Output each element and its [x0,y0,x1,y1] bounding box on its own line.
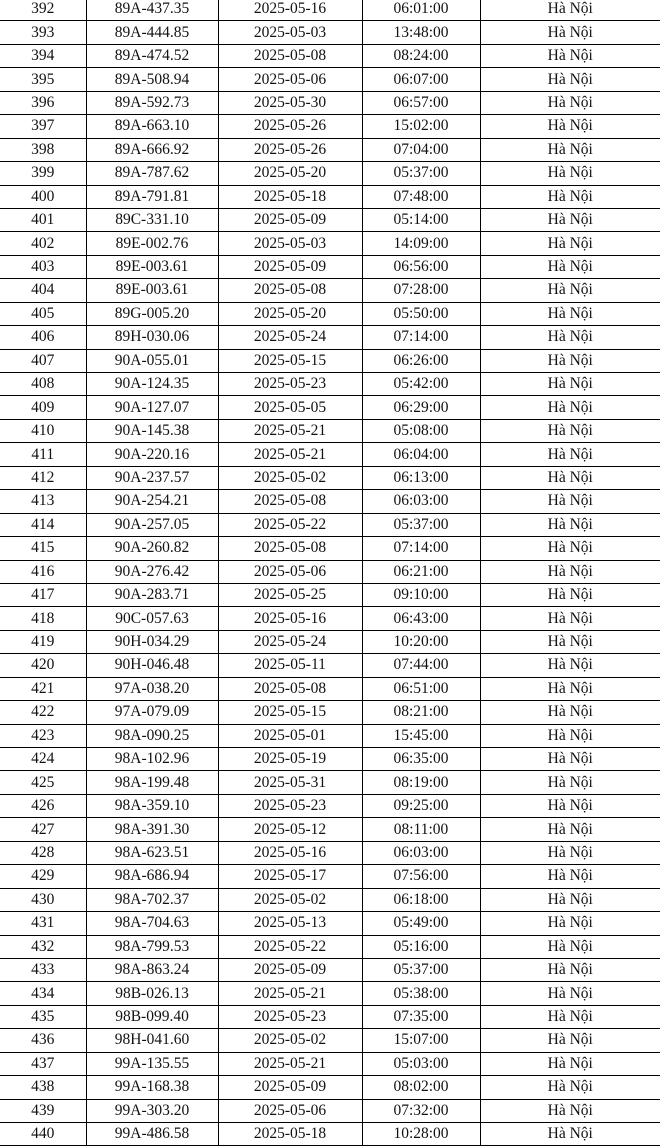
license-plate-cell: 98A-359.10 [86,794,218,817]
location-cell: Hà Nội [480,490,660,513]
table-row [0,68,660,91]
row-number-cell: 438 [0,1076,86,1099]
location-cell: Hà Nội [480,982,660,1005]
time-cell: 06:03:00 [362,490,480,513]
location-cell: Hà Nội [480,607,660,630]
date-cell: 2025-05-18 [218,185,362,208]
license-plate-cell: 89A-474.52 [86,44,218,67]
location-cell: Hà Nội [480,21,660,44]
row-number-cell: 430 [0,888,86,911]
table-row [0,326,660,349]
license-plate-cell: 98A-391.30 [86,818,218,841]
license-plate-cell: 97A-038.20 [86,677,218,700]
row-number-cell: 435 [0,1005,86,1028]
date-cell: 2025-05-20 [218,302,362,325]
table-row [0,1123,660,1146]
date-cell: 2025-05-25 [218,583,362,606]
table-row [0,490,660,513]
row-number-cell: 397 [0,115,86,138]
row-number-cell: 425 [0,771,86,794]
license-plate-cell: 90A-124.35 [86,373,218,396]
location-cell: Hà Nội [480,326,660,349]
time-cell: 09:10:00 [362,583,480,606]
license-plate-cell: 98A-686.94 [86,865,218,888]
license-plate-cell: 98A-623.51 [86,841,218,864]
time-cell: 15:45:00 [362,724,480,747]
date-cell: 2025-05-22 [218,513,362,536]
row-number-cell: 409 [0,396,86,419]
row-number-cell: 439 [0,1099,86,1122]
license-plate-cell: 97A-079.09 [86,701,218,724]
row-number-cell: 436 [0,1029,86,1052]
time-cell: 06:18:00 [362,888,480,911]
row-number-cell: 398 [0,138,86,161]
time-cell: 06:04:00 [362,443,480,466]
table-row [0,232,660,255]
row-number-cell: 414 [0,513,86,536]
table-row [0,373,660,396]
license-plate-cell: 90C-057.63 [86,607,218,630]
license-plate-cell: 90A-220.16 [86,443,218,466]
date-cell: 2025-05-21 [218,443,362,466]
date-cell: 2025-05-21 [218,982,362,1005]
table-row [0,583,660,606]
row-number-cell: 404 [0,279,86,302]
location-cell: Hà Nội [480,115,660,138]
date-cell: 2025-05-16 [218,607,362,630]
date-cell: 2025-05-09 [218,1076,362,1099]
location-cell: Hà Nội [480,68,660,91]
time-cell: 05:50:00 [362,302,480,325]
location-cell: Hà Nội [480,1076,660,1099]
date-cell: 2025-05-17 [218,865,362,888]
date-cell: 2025-05-19 [218,748,362,771]
time-cell: 08:02:00 [362,1076,480,1099]
date-cell: 2025-05-09 [218,255,362,278]
time-cell: 05:03:00 [362,1052,480,1075]
row-number-cell: 433 [0,958,86,981]
table-row [0,443,660,466]
table-row [0,138,660,161]
license-plate-cell: 89A-508.94 [86,68,218,91]
row-number-cell: 400 [0,185,86,208]
license-plate-cell: 90H-046.48 [86,654,218,677]
license-plate-cell: 98A-199.48 [86,771,218,794]
table-row [0,208,660,231]
time-cell: 05:42:00 [362,373,480,396]
license-plate-cell: 98B-099.40 [86,1005,218,1028]
row-number-cell: 413 [0,490,86,513]
table-row [0,607,660,630]
row-number-cell: 401 [0,208,86,231]
location-cell: Hà Nội [480,958,660,981]
time-cell: 06:03:00 [362,841,480,864]
row-number-cell: 426 [0,794,86,817]
date-cell: 2025-05-13 [218,912,362,935]
table-row [0,162,660,185]
time-cell: 10:20:00 [362,630,480,653]
location-cell: Hà Nội [480,396,660,419]
table-row [0,0,660,21]
date-cell: 2025-05-30 [218,91,362,114]
table-row [0,91,660,114]
location-cell: Hà Nội [480,208,660,231]
license-plate-cell: 89E-003.61 [86,279,218,302]
license-plate-cell: 90A-276.42 [86,560,218,583]
location-cell: Hà Nội [480,865,660,888]
row-number-cell: 411 [0,443,86,466]
table-row [0,21,660,44]
date-cell: 2025-05-12 [218,818,362,841]
row-number-cell: 406 [0,326,86,349]
location-cell: Hà Nội [480,419,660,442]
date-cell: 2025-05-08 [218,537,362,560]
date-cell: 2025-05-02 [218,466,362,489]
location-cell: Hà Nội [480,630,660,653]
table-row [0,419,660,442]
location-cell: Hà Nội [480,91,660,114]
table-row [0,982,660,1005]
license-plate-cell: 89H-030.06 [86,326,218,349]
date-cell: 2025-05-03 [218,232,362,255]
date-cell: 2025-05-16 [218,0,362,21]
date-cell: 2025-05-26 [218,138,362,161]
table-row [0,279,660,302]
license-plate-cell: 90A-254.21 [86,490,218,513]
row-number-cell: 418 [0,607,86,630]
time-cell: 08:24:00 [362,44,480,67]
row-number-cell: 394 [0,44,86,67]
row-number-cell: 437 [0,1052,86,1075]
table-row [0,654,660,677]
time-cell: 06:57:00 [362,91,480,114]
time-cell: 07:44:00 [362,654,480,677]
date-cell: 2025-05-02 [218,1029,362,1052]
row-number-cell: 424 [0,748,86,771]
license-plate-cell: 90H-034.29 [86,630,218,653]
time-cell: 05:49:00 [362,912,480,935]
time-cell: 05:37:00 [362,958,480,981]
table-row [0,466,660,489]
row-number-cell: 399 [0,162,86,185]
row-number-cell: 416 [0,560,86,583]
license-plate-cell: 89G-005.20 [86,302,218,325]
license-plate-cell: 98A-863.24 [86,958,218,981]
table-row [0,888,660,911]
time-cell: 05:14:00 [362,208,480,231]
row-number-cell: 421 [0,677,86,700]
date-cell: 2025-05-09 [218,208,362,231]
time-cell: 13:48:00 [362,21,480,44]
location-cell: Hà Nội [480,1005,660,1028]
row-number-cell: 432 [0,935,86,958]
table-row [0,537,660,560]
license-plate-cell: 89A-663.10 [86,115,218,138]
license-plate-cell: 99A-135.55 [86,1052,218,1075]
date-cell: 2025-05-21 [218,419,362,442]
time-cell: 06:56:00 [362,255,480,278]
table-row [0,255,660,278]
date-cell: 2025-05-18 [218,1123,362,1146]
license-plate-cell: 89A-437.35 [86,0,218,21]
time-cell: 09:25:00 [362,794,480,817]
location-cell: Hà Nội [480,349,660,372]
date-cell: 2025-05-22 [218,935,362,958]
location-cell: Hà Nội [480,771,660,794]
date-cell: 2025-05-24 [218,326,362,349]
location-cell: Hà Nội [480,654,660,677]
row-number-cell: 393 [0,21,86,44]
row-number-cell: 407 [0,349,86,372]
date-cell: 2025-05-31 [218,771,362,794]
row-number-cell: 429 [0,865,86,888]
row-number-cell: 402 [0,232,86,255]
location-cell: Hà Nội [480,818,660,841]
time-cell: 06:01:00 [362,0,480,21]
table-row [0,724,660,747]
date-cell: 2025-05-23 [218,373,362,396]
time-cell: 08:19:00 [362,771,480,794]
date-cell: 2025-05-06 [218,68,362,91]
location-cell: Hà Nội [480,888,660,911]
table-row [0,912,660,935]
row-number-cell: 427 [0,818,86,841]
time-cell: 05:37:00 [362,513,480,536]
row-number-cell: 410 [0,419,86,442]
time-cell: 07:28:00 [362,279,480,302]
table-row [0,958,660,981]
row-number-cell: 420 [0,654,86,677]
location-cell: Hà Nội [480,677,660,700]
license-plate-cell: 90A-283.71 [86,583,218,606]
time-cell: 06:26:00 [362,349,480,372]
table-row [0,115,660,138]
table-row [0,396,660,419]
license-plate-cell: 98A-702.37 [86,888,218,911]
table-row [0,818,660,841]
table-row [0,185,660,208]
time-cell: 07:32:00 [362,1099,480,1122]
table-row [0,841,660,864]
time-cell: 10:28:00 [362,1123,480,1146]
location-cell: Hà Nội [480,935,660,958]
time-cell: 05:38:00 [362,982,480,1005]
row-number-cell: 431 [0,912,86,935]
license-plate-cell: 98A-799.53 [86,935,218,958]
table-row [0,1099,660,1122]
table-row [0,748,660,771]
date-cell: 2025-05-21 [218,1052,362,1075]
license-plate-cell: 98H-041.60 [86,1029,218,1052]
location-cell: Hà Nội [480,748,660,771]
row-number-cell: 423 [0,724,86,747]
license-plate-cell: 99A-486.58 [86,1123,218,1146]
time-cell: 06:21:00 [362,560,480,583]
time-cell: 07:14:00 [362,326,480,349]
date-cell: 2025-05-26 [218,115,362,138]
table-row [0,349,660,372]
time-cell: 08:11:00 [362,818,480,841]
table-row [0,794,660,817]
time-cell: 07:04:00 [362,138,480,161]
time-cell: 06:07:00 [362,68,480,91]
license-plate-cell: 90A-257.05 [86,513,218,536]
license-plate-cell: 98A-704.63 [86,912,218,935]
row-number-cell: 422 [0,701,86,724]
date-cell: 2025-05-03 [218,21,362,44]
table-row [0,1076,660,1099]
table-row [0,865,660,888]
date-cell: 2025-05-08 [218,677,362,700]
date-cell: 2025-05-15 [218,701,362,724]
license-plate-cell: 89A-592.73 [86,91,218,114]
time-cell: 06:29:00 [362,396,480,419]
location-cell: Hà Nội [480,912,660,935]
location-cell: Hà Nội [480,1099,660,1122]
table-row [0,560,660,583]
license-plate-cell: 89A-787.62 [86,162,218,185]
license-plate-cell: 89E-002.76 [86,232,218,255]
table-row [0,1052,660,1075]
table-row [0,630,660,653]
date-cell: 2025-05-01 [218,724,362,747]
date-cell: 2025-05-23 [218,1005,362,1028]
license-plate-cell: 90A-145.38 [86,419,218,442]
row-number-cell: 415 [0,537,86,560]
table-row [0,935,660,958]
time-cell: 05:16:00 [362,935,480,958]
license-plate-cell: 89C-331.10 [86,208,218,231]
location-cell: Hà Nội [480,302,660,325]
location-cell: Hà Nội [480,537,660,560]
row-number-cell: 395 [0,68,86,91]
table-row [0,1005,660,1028]
table-row [0,302,660,325]
date-cell: 2025-05-16 [218,841,362,864]
date-cell: 2025-05-15 [218,349,362,372]
time-cell: 05:37:00 [362,162,480,185]
row-number-cell: 417 [0,583,86,606]
location-cell: Hà Nội [480,466,660,489]
license-plate-cell: 89A-444.85 [86,21,218,44]
location-cell: Hà Nội [480,794,660,817]
row-number-cell: 434 [0,982,86,1005]
location-cell: Hà Nội [480,232,660,255]
location-cell: Hà Nội [480,513,660,536]
license-plate-cell: 99A-303.20 [86,1099,218,1122]
row-number-cell: 405 [0,302,86,325]
location-cell: Hà Nội [480,841,660,864]
row-number-cell: 440 [0,1123,86,1146]
table-row [0,771,660,794]
location-cell: Hà Nội [480,701,660,724]
time-cell: 14:09:00 [362,232,480,255]
time-cell: 07:14:00 [362,537,480,560]
date-cell: 2025-05-02 [218,888,362,911]
date-cell: 2025-05-20 [218,162,362,185]
license-plate-cell: 89A-666.92 [86,138,218,161]
table-row [0,1029,660,1052]
date-cell: 2025-05-11 [218,654,362,677]
table-row [0,677,660,700]
row-number-cell: 403 [0,255,86,278]
license-plate-cell: 90A-260.82 [86,537,218,560]
location-cell: Hà Nội [480,279,660,302]
row-number-cell: 392 [0,0,86,21]
time-cell: 07:48:00 [362,185,480,208]
time-cell: 05:08:00 [362,419,480,442]
row-number-cell: 412 [0,466,86,489]
location-cell: Hà Nội [480,724,660,747]
date-cell: 2025-05-08 [218,490,362,513]
row-number-cell: 419 [0,630,86,653]
license-plate-cell: 89A-791.81 [86,185,218,208]
row-number-cell: 428 [0,841,86,864]
location-cell: Hà Nội [480,0,660,21]
location-cell: Hà Nội [480,373,660,396]
date-cell: 2025-05-05 [218,396,362,419]
time-cell: 15:07:00 [362,1029,480,1052]
license-plate-cell: 90A-055.01 [86,349,218,372]
license-plate-cell: 98B-026.13 [86,982,218,1005]
location-cell: Hà Nội [480,255,660,278]
license-plate-cell: 90A-237.57 [86,466,218,489]
date-cell: 2025-05-06 [218,1099,362,1122]
table-row [0,701,660,724]
table-row [0,44,660,67]
license-plate-cell: 89E-003.61 [86,255,218,278]
time-cell: 07:35:00 [362,1005,480,1028]
date-cell: 2025-05-08 [218,279,362,302]
location-cell: Hà Nội [480,1123,660,1146]
location-cell: Hà Nội [480,1029,660,1052]
location-cell: Hà Nội [480,44,660,67]
date-cell: 2025-05-23 [218,794,362,817]
time-cell: 15:02:00 [362,115,480,138]
license-plate-cell: 99A-168.38 [86,1076,218,1099]
location-cell: Hà Nội [480,560,660,583]
time-cell: 06:43:00 [362,607,480,630]
location-cell: Hà Nội [480,162,660,185]
row-number-cell: 396 [0,91,86,114]
location-cell: Hà Nội [480,443,660,466]
location-cell: Hà Nội [480,185,660,208]
date-cell: 2025-05-06 [218,560,362,583]
location-cell: Hà Nội [480,1052,660,1075]
location-cell: Hà Nội [480,583,660,606]
row-number-cell: 408 [0,373,86,396]
time-cell: 06:13:00 [362,466,480,489]
date-cell: 2025-05-24 [218,630,362,653]
table-row [0,513,660,536]
time-cell: 08:21:00 [362,701,480,724]
date-cell: 2025-05-08 [218,44,362,67]
time-cell: 06:51:00 [362,677,480,700]
license-plate-cell: 90A-127.07 [86,396,218,419]
location-cell: Hà Nội [480,138,660,161]
time-cell: 06:35:00 [362,748,480,771]
time-cell: 07:56:00 [362,865,480,888]
date-cell: 2025-05-09 [218,958,362,981]
license-plate-cell: 98A-102.96 [86,748,218,771]
license-plate-cell: 98A-090.25 [86,724,218,747]
